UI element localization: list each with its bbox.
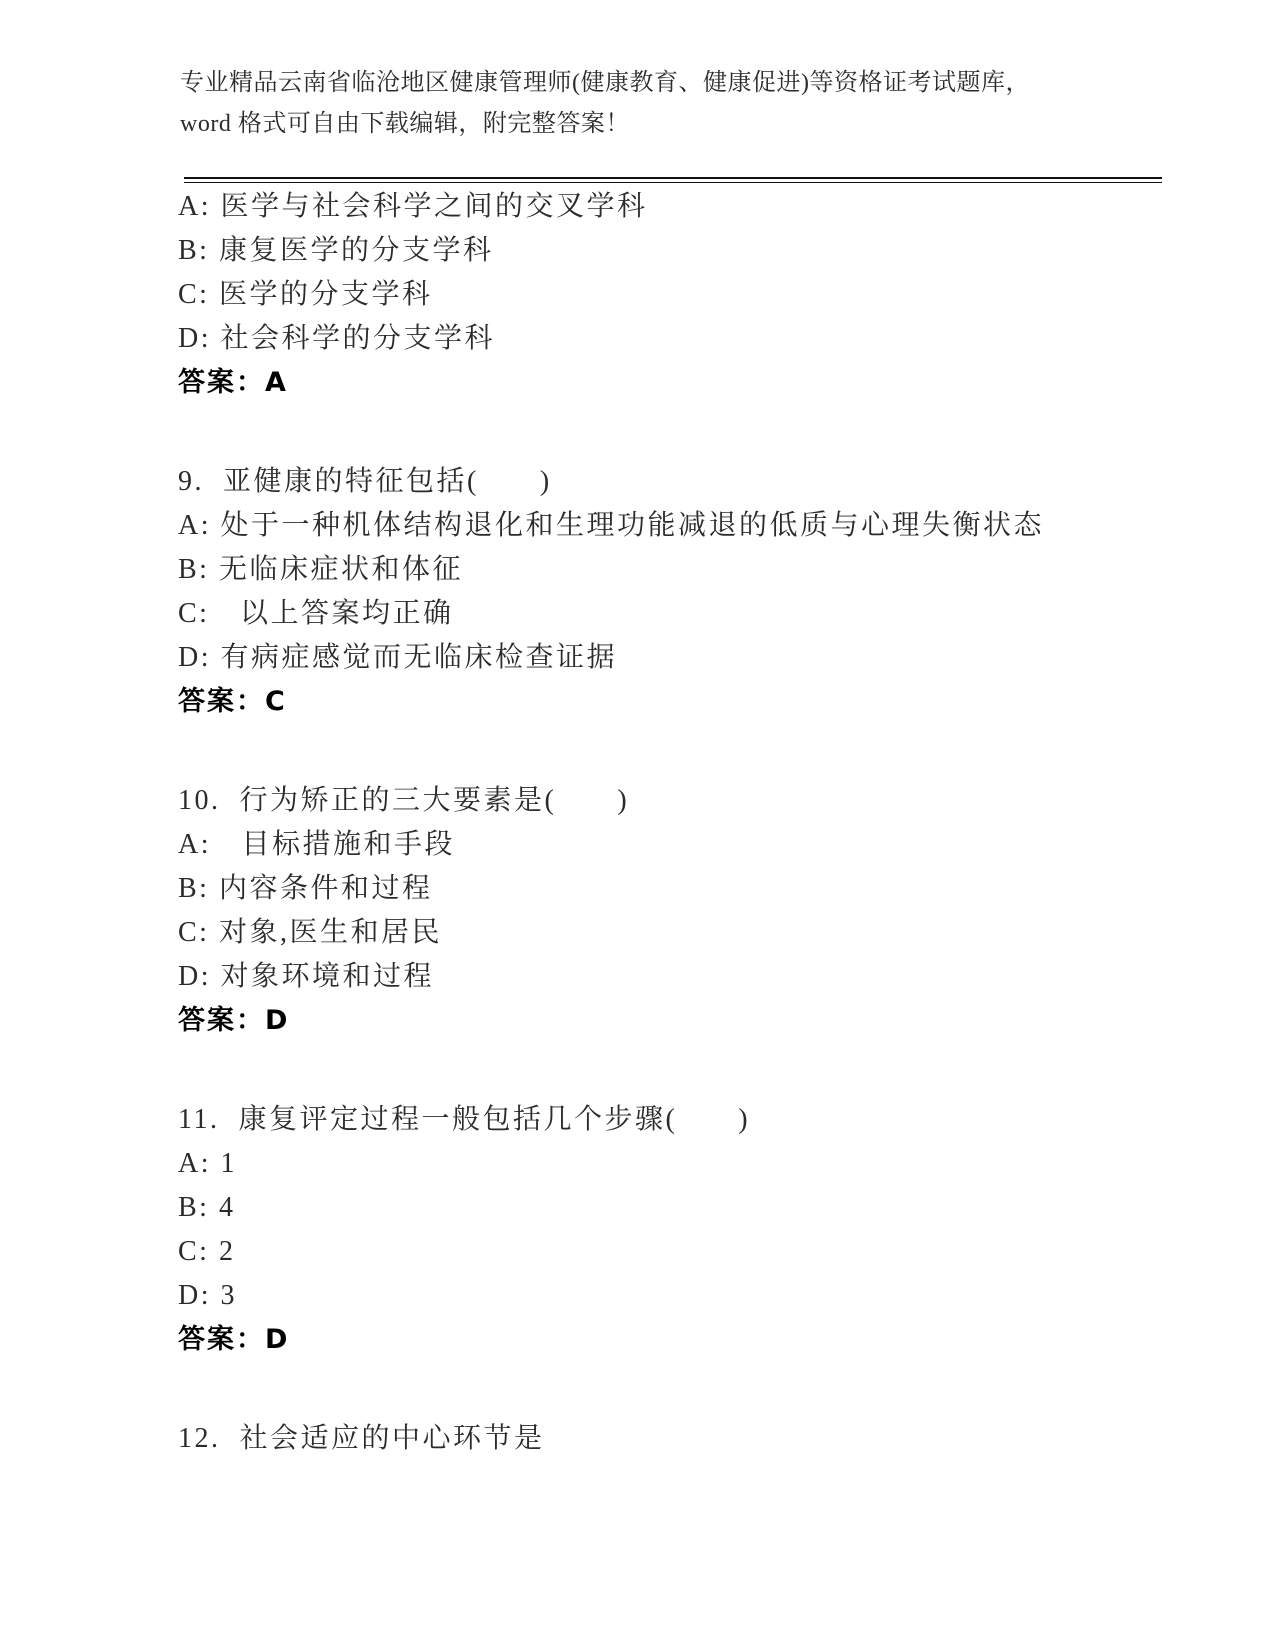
question-option: C: 对象,医生和居民: [178, 917, 442, 948]
question-answer: 答案：D: [178, 1324, 290, 1355]
question-title: 10. 行为矫正的三大要素是( ): [178, 785, 630, 816]
question-title: 9. 亚健康的特征包括( ): [178, 466, 552, 497]
document-header-text: 专业精品云南省临沧地区健康管理师(健康教育、健康促进)等资格证考试题库，word 格式可自由下载编辑，附完整答案！: [180, 70, 1030, 137]
question-answer: 答案：A: [178, 367, 288, 398]
question-option: C: 医学的分支学科: [178, 279, 433, 310]
question-option: D: 对象环境和过程: [178, 961, 435, 992]
header-double-rule: [184, 177, 1162, 183]
question-option: A: 目标措施和手段: [178, 829, 456, 860]
question-title: 11. 康复评定过程一般包括几个步骤( ): [178, 1104, 751, 1135]
questions-container: [178, 185, 1098, 1461]
question-option: D: 有病症感觉而无临床检查证据: [178, 642, 618, 673]
question-option: C: 以上答案均正确: [178, 598, 454, 629]
question-answer: 答案：D: [178, 1005, 290, 1036]
question-block: [178, 460, 1098, 724]
question-option: D: 3: [178, 1280, 237, 1311]
question-option: A: 医学与社会科学之间的交叉学科: [178, 191, 648, 222]
question-option: B: 无临床症状和体征: [178, 554, 463, 585]
question-option: D: 社会科学的分支学科: [178, 323, 496, 354]
question-option: B: 4: [178, 1192, 236, 1223]
question-option: B: 康复医学的分支学科: [178, 235, 494, 266]
question-option: B: 内容条件和过程: [178, 873, 433, 904]
question-answer: 答案：C: [178, 686, 287, 717]
question-title: 12. 社会适应的中心环节是: [178, 1423, 545, 1454]
question-block: [178, 1098, 1098, 1362]
question-block: [178, 779, 1098, 1043]
question-block: [178, 185, 1098, 405]
question-option: A: 处于一种机体结构退化和生理功能减退的低质与心理失衡状态: [178, 510, 1045, 541]
question-block: [178, 1417, 1098, 1461]
question-option: A: 1: [178, 1148, 237, 1179]
question-option: C: 2: [178, 1236, 236, 1267]
